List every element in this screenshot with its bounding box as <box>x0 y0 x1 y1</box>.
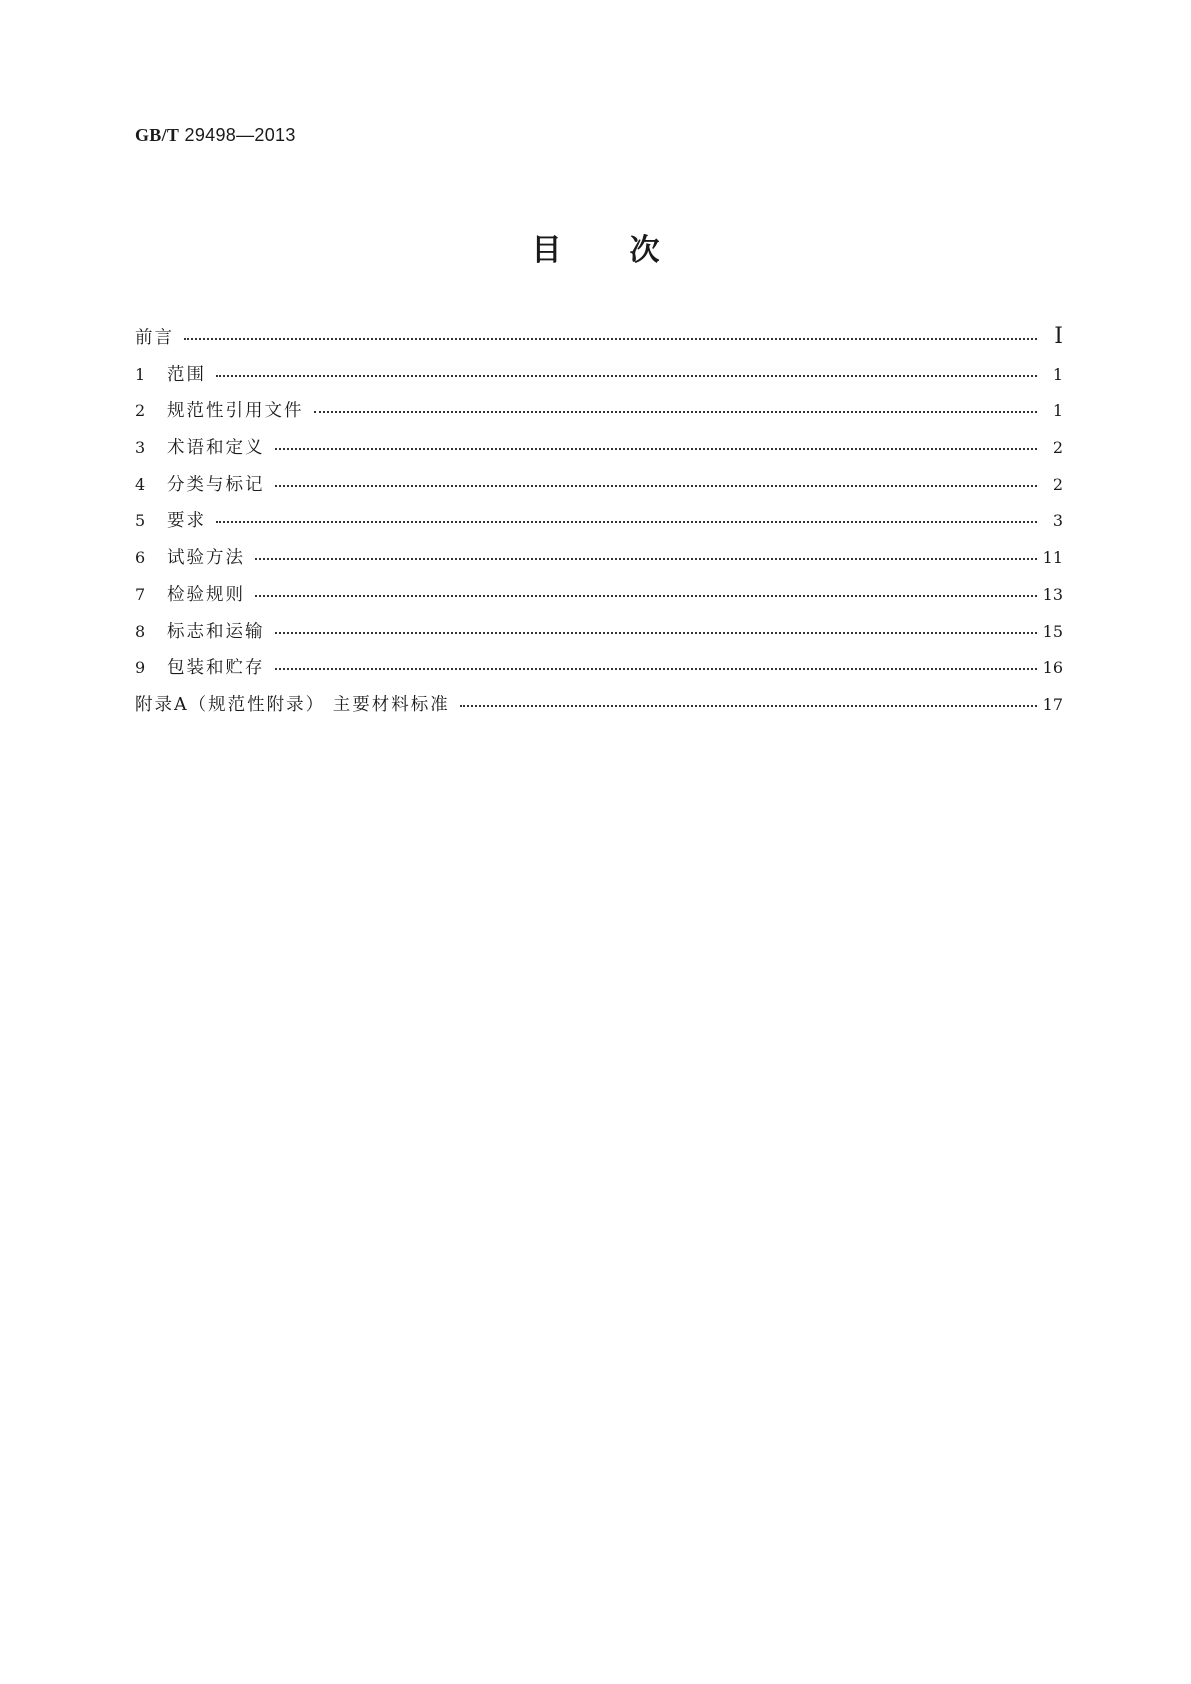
toc-entry-label: 要求 <box>167 511 206 532</box>
toc-leader <box>255 546 1037 564</box>
toc-entry-number: 6 <box>135 548 146 568</box>
toc-entry-number: 7 <box>135 584 146 604</box>
toc-leader <box>275 619 1038 637</box>
toc-entry-8[interactable] <box>135 618 1063 655</box>
toc-entry-number: 1 <box>135 364 146 384</box>
toc-entry-label: 包装和贮存 <box>167 658 265 679</box>
title-char-2: 次 <box>629 233 660 268</box>
toc-entry-5[interactable] <box>135 507 1063 544</box>
toc-entry-label: 术语和定义 <box>167 438 265 459</box>
toc-leader <box>184 326 1037 344</box>
toc-entry-page: 11 <box>1042 548 1063 568</box>
toc-entry-page: 17 <box>1042 694 1063 714</box>
toc-entry-page: 2 <box>1052 474 1063 494</box>
toc-entry-7[interactable] <box>135 581 1063 618</box>
toc-entry-page: 15 <box>1042 621 1063 641</box>
toc-entry-page: 16 <box>1042 658 1063 678</box>
standard-number: 29498—2013 <box>184 125 296 145</box>
toc-leader <box>255 582 1037 600</box>
toc-entry-page: 2 <box>1052 438 1063 458</box>
toc-entry-label: 检验规则 <box>167 584 245 605</box>
toc-entry-page: 13 <box>1042 584 1063 604</box>
toc-entry-page: 1 <box>1052 364 1063 384</box>
toc-entry-4[interactable] <box>135 471 1063 508</box>
toc-entry-number: 2 <box>135 401 146 421</box>
toc-leader <box>275 472 1038 490</box>
toc-leader <box>275 436 1038 454</box>
toc-entry-3[interactable] <box>135 434 1063 471</box>
toc-entry-2[interactable] <box>135 397 1063 434</box>
toc-leader <box>216 509 1037 527</box>
toc-entry-number: 3 <box>135 438 146 458</box>
toc-entry-6[interactable] <box>135 544 1063 581</box>
toc-entry-number: 8 <box>135 621 146 641</box>
standard-code <box>135 125 296 146</box>
toc-entry-1[interactable] <box>135 361 1063 398</box>
toc-entry-label: 标志和运输 <box>167 621 265 642</box>
toc-entry-foreword[interactable] <box>135 324 1063 361</box>
toc-entry-label: 规范性引用文件 <box>167 401 304 422</box>
toc-entry-page: 1 <box>1052 401 1063 421</box>
page-title <box>0 225 1191 269</box>
toc-entry-number: 9 <box>135 658 146 678</box>
table-of-contents <box>135 324 1063 728</box>
toc-entry-number: 4 <box>135 474 146 494</box>
toc-entry-number: 5 <box>135 511 146 531</box>
toc-entry-appendix-a[interactable] <box>135 691 1063 728</box>
toc-leader <box>275 656 1038 674</box>
toc-leader <box>314 399 1038 417</box>
standard-prefix: GB/T <box>135 125 180 145</box>
toc-entry-label: 范围 <box>167 364 206 385</box>
toc-entry-page: Ⅰ <box>1054 324 1063 349</box>
toc-entry-label: 分类与标记 <box>167 474 265 495</box>
toc-entry-9[interactable] <box>135 654 1063 691</box>
title-char-1: 目 <box>531 233 562 268</box>
toc-entry-label: 附录A（规范性附录） 主要材料标准 <box>135 694 450 715</box>
toc-entry-label: 前言 <box>135 328 174 348</box>
toc-leader <box>460 692 1037 710</box>
toc-entry-page: 3 <box>1052 511 1063 531</box>
toc-entry-label: 试验方法 <box>167 548 245 569</box>
toc-leader <box>216 362 1037 380</box>
